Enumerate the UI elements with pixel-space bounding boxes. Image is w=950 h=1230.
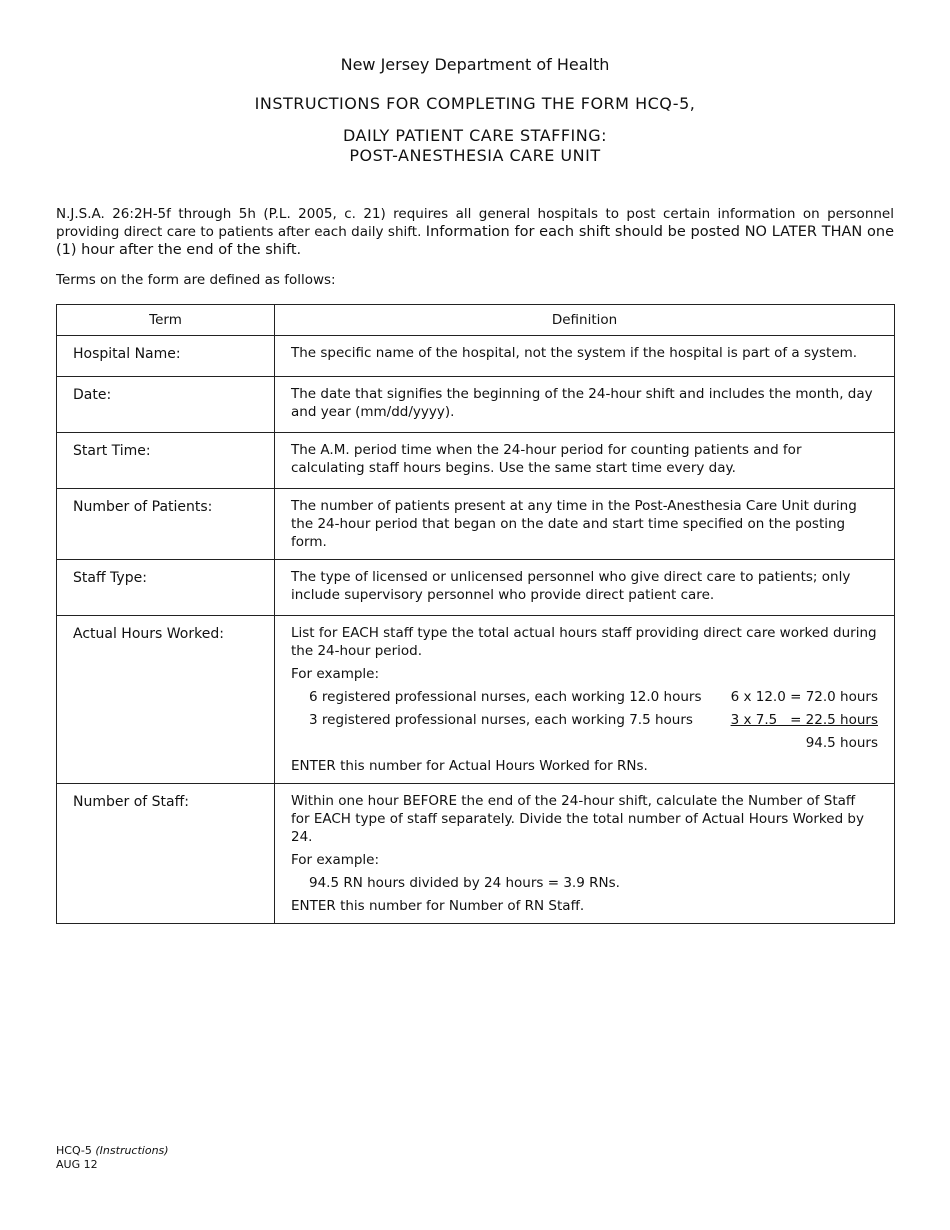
definition-cell: The number of patients present at any time in the Post-Anesthesia Care Unit during the 24-hour period that began on the date and start time specified on the posting form. bbox=[275, 489, 895, 560]
for-example-label: For example: bbox=[291, 852, 380, 868]
definitions-table bbox=[56, 304, 895, 924]
example-calc: 6 x 12.0 = 72.0 hours bbox=[730, 689, 878, 705]
table-row bbox=[57, 336, 895, 377]
staff-definition: Within one hour BEFORE the end of the 24-hour shift, calculate the Number of Staff for EACH type of staff separately. Divide the total number of Actual Hours Worked by 24. bbox=[291, 793, 864, 845]
term-cell: Staff Type: bbox=[57, 560, 275, 616]
table-header-row bbox=[57, 305, 895, 336]
term-cell: Number of Patients: bbox=[57, 489, 275, 560]
example-text: 6 registered professional nurses, each working 12.0 hours bbox=[309, 689, 702, 705]
for-example-label: For example: bbox=[291, 666, 380, 682]
intro-text-1: N.J.S.A. 26:2H-5f through 5h (P.L. 2005, c. 21) requires all general hospitals to post certain information on personnel providing direct care to patients after each daily shift. bbox=[56, 206, 894, 240]
enter-instruction: ENTER this number for Actual Hours Worked for RNs. bbox=[291, 758, 648, 774]
subtitle-line-2: POST-ANESTHESIA CARE UNIT bbox=[349, 146, 601, 165]
example-row bbox=[291, 711, 878, 729]
definition-column-header: Definition bbox=[275, 305, 895, 336]
table-row bbox=[57, 616, 895, 784]
document-title: INSTRUCTIONS FOR COMPLETING THE FORM HCQ-5, bbox=[254, 94, 696, 113]
definition-cell bbox=[275, 784, 895, 924]
terms-intro: Terms on the form are defined as follows: bbox=[56, 272, 336, 288]
definition-cell: The A.M. period time when the 24-hour period for counting patients and for calculating staff hours begins. Use the same start time every day. bbox=[275, 433, 895, 489]
table-row bbox=[57, 560, 895, 616]
department-name: New Jersey Department of Health bbox=[340, 55, 610, 74]
table-row bbox=[57, 784, 895, 924]
definition-cell bbox=[275, 616, 895, 784]
form-note: (Instructions) bbox=[95, 1144, 169, 1157]
intro-paragraph bbox=[56, 205, 894, 259]
definition-cell: The date that signifies the beginning of the 24-hour shift and includes the month, day and year (mm/dd/yyyy). bbox=[275, 377, 895, 433]
term-cell: Number of Staff: bbox=[57, 784, 275, 924]
example-total: 94.5 hours bbox=[805, 735, 878, 751]
form-code: HCQ-5 bbox=[56, 1144, 96, 1157]
table-row bbox=[57, 377, 895, 433]
enter-instruction: ENTER this number for Number of RN Staff. bbox=[291, 898, 585, 914]
example-text: 3 registered professional nurses, each working 7.5 hours bbox=[309, 712, 693, 728]
document-subtitle bbox=[0, 126, 950, 166]
example-row bbox=[291, 688, 878, 706]
example-total-row bbox=[291, 734, 878, 752]
actual-hours-definition: List for EACH staff type the total actual hours staff providing direct care worked during the 24-hour period. bbox=[291, 625, 877, 659]
term-cell: Hospital Name: bbox=[57, 336, 275, 377]
subtitle-line-1: DAILY PATIENT CARE STAFFING: bbox=[342, 126, 608, 145]
example-text: 94.5 RN hours divided by 24 hours = 3.9 RNs. bbox=[309, 875, 620, 891]
definition-cell: The specific name of the hospital, not the system if the hospital is part of a system. bbox=[275, 336, 895, 377]
footer bbox=[56, 1144, 169, 1172]
term-column-header: Term bbox=[57, 305, 275, 336]
intro-text-2: Information for each shift should be posted NO LATER THAN one (1) hour after the end of the shift. bbox=[56, 224, 894, 258]
table-row bbox=[57, 489, 895, 560]
term-cell: Date: bbox=[57, 377, 275, 433]
table-row bbox=[57, 433, 895, 489]
definition-cell: The type of licensed or unlicensed personnel who give direct care to patients; only include supervisory personnel who provide direct patient care. bbox=[275, 560, 895, 616]
example-calc: 3 x 7.5 = 22.5 hours bbox=[730, 712, 878, 728]
term-cell: Start Time: bbox=[57, 433, 275, 489]
revision-date: AUG 12 bbox=[56, 1158, 98, 1171]
term-cell: Actual Hours Worked: bbox=[57, 616, 275, 784]
